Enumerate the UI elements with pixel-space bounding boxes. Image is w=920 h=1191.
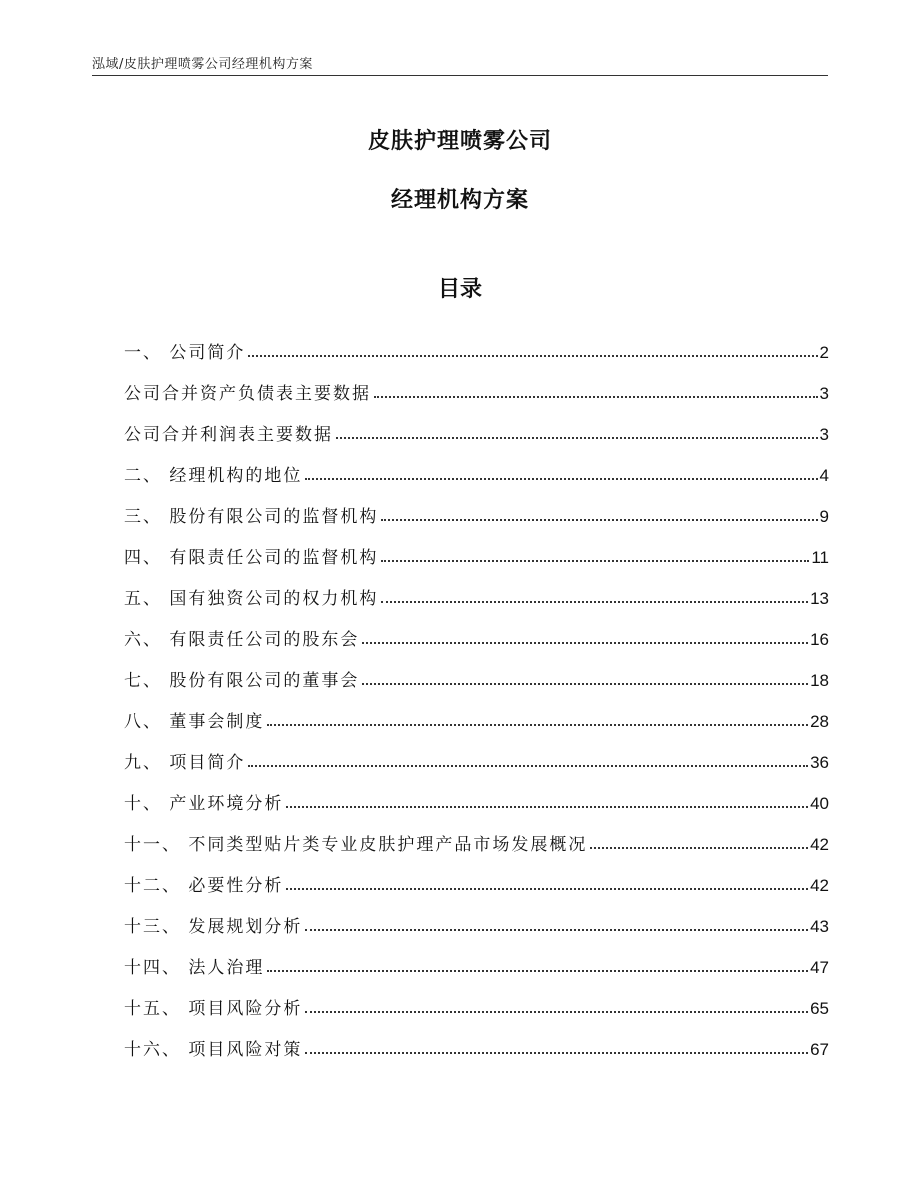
toc-entry-page: 11 bbox=[811, 548, 829, 567]
toc-entry[interactable] bbox=[124, 445, 829, 486]
toc-entry-page: 47 bbox=[810, 958, 829, 977]
toc-entry[interactable] bbox=[124, 650, 829, 691]
toc-entry[interactable] bbox=[124, 732, 829, 773]
toc-entry-page: 13 bbox=[810, 589, 829, 608]
toc-leader bbox=[336, 437, 818, 439]
toc-entry-page: 67 bbox=[810, 1040, 829, 1059]
toc-entry[interactable] bbox=[124, 322, 829, 363]
toc-entry-label: 七、 股份有限公司的董事会 bbox=[124, 671, 360, 691]
toc-leader bbox=[381, 601, 808, 603]
toc-entry-label: 二、 经理机构的地位 bbox=[124, 466, 303, 486]
toc-entry-page: 3 bbox=[819, 384, 829, 403]
toc-entry[interactable] bbox=[124, 527, 829, 568]
toc-leader bbox=[286, 888, 808, 890]
toc-entry[interactable] bbox=[124, 1019, 829, 1060]
toc-entry-page: 28 bbox=[810, 712, 829, 731]
toc-entry-page: 42 bbox=[810, 835, 829, 854]
toc-entry[interactable] bbox=[124, 363, 829, 404]
toc-entry-page: 4 bbox=[819, 466, 829, 485]
toc-entry-label: 三、 股份有限公司的监督机构 bbox=[124, 507, 379, 527]
toc-entry-page: 9 bbox=[819, 507, 829, 526]
toc-entry-page: 18 bbox=[810, 671, 829, 690]
toc-entry-label: 十五、 项目风险分析 bbox=[124, 999, 303, 1019]
toc-entry-label: 公司合并资产负债表主要数据 bbox=[124, 384, 371, 404]
header-divider bbox=[92, 75, 828, 76]
toc-entry-page: 2 bbox=[819, 343, 829, 362]
toc-entry-label: 十三、 发展规划分析 bbox=[124, 917, 303, 937]
toc-entry-label: 十、 产业环境分析 bbox=[124, 794, 284, 814]
toc-leader bbox=[267, 724, 808, 726]
toc-entry-page: 42 bbox=[810, 876, 829, 895]
toc-leader bbox=[374, 396, 818, 398]
toc-leader bbox=[362, 642, 808, 644]
toc-entry-label: 一、 公司简介 bbox=[124, 343, 246, 363]
document-title-line1: 皮肤护理喷雾公司 bbox=[367, 129, 552, 154]
toc-entry[interactable] bbox=[124, 855, 829, 896]
toc-leader bbox=[248, 355, 817, 357]
toc-entry-label: 八、 董事会制度 bbox=[124, 712, 265, 732]
toc-entry-label: 公司合并利润表主要数据 bbox=[124, 425, 333, 445]
toc-entry-page: 40 bbox=[810, 794, 829, 813]
toc-entry-page: 36 bbox=[810, 753, 829, 772]
toc-leader bbox=[305, 1011, 808, 1013]
toc-leader bbox=[381, 519, 817, 521]
running-header: 泓域/皮肤护理喷雾公司经理机构方案 bbox=[92, 57, 313, 72]
toc-entry-page: 65 bbox=[810, 999, 829, 1018]
toc-entry-label: 十二、 必要性分析 bbox=[124, 876, 284, 896]
toc-entry-label: 十一、 不同类型贴片类专业皮肤护理产品市场发展概况 bbox=[124, 835, 588, 855]
toc-entry-label: 十六、 项目风险对策 bbox=[124, 1040, 303, 1060]
toc-leader bbox=[286, 806, 808, 808]
toc-entry[interactable] bbox=[124, 486, 829, 527]
toc-leader bbox=[590, 847, 808, 849]
toc-entry[interactable] bbox=[124, 937, 829, 978]
toc-leader bbox=[305, 929, 808, 931]
toc-entry[interactable] bbox=[124, 404, 829, 445]
toc-entry[interactable] bbox=[124, 568, 829, 609]
toc-leader bbox=[248, 765, 808, 767]
toc-leader bbox=[305, 478, 817, 480]
toc-leader bbox=[381, 560, 809, 562]
toc-entry[interactable] bbox=[124, 773, 829, 814]
toc-entry-label: 十四、 法人治理 bbox=[124, 958, 265, 978]
toc-entry-label: 九、 项目简介 bbox=[124, 753, 246, 773]
toc-leader bbox=[305, 1052, 808, 1054]
toc-entry[interactable] bbox=[124, 609, 829, 650]
toc-entry[interactable] bbox=[124, 978, 829, 1019]
toc-entry-label: 六、 有限责任公司的股东会 bbox=[124, 630, 360, 650]
toc-leader bbox=[267, 970, 808, 972]
toc-entry-page: 3 bbox=[819, 425, 829, 444]
toc-entry[interactable] bbox=[124, 896, 829, 937]
toc-entry-page: 16 bbox=[810, 630, 829, 649]
toc-entry-label: 四、 有限责任公司的监督机构 bbox=[124, 548, 379, 568]
toc-entry[interactable] bbox=[124, 814, 829, 855]
toc-leader bbox=[362, 683, 808, 685]
toc-heading: 目录 bbox=[437, 277, 482, 302]
table-of-contents bbox=[124, 322, 829, 1060]
document-title-line2: 经理机构方案 bbox=[390, 188, 529, 213]
toc-entry[interactable] bbox=[124, 691, 829, 732]
toc-entry-page: 43 bbox=[810, 917, 829, 936]
toc-entry-label: 五、 国有独资公司的权力机构 bbox=[124, 589, 379, 609]
